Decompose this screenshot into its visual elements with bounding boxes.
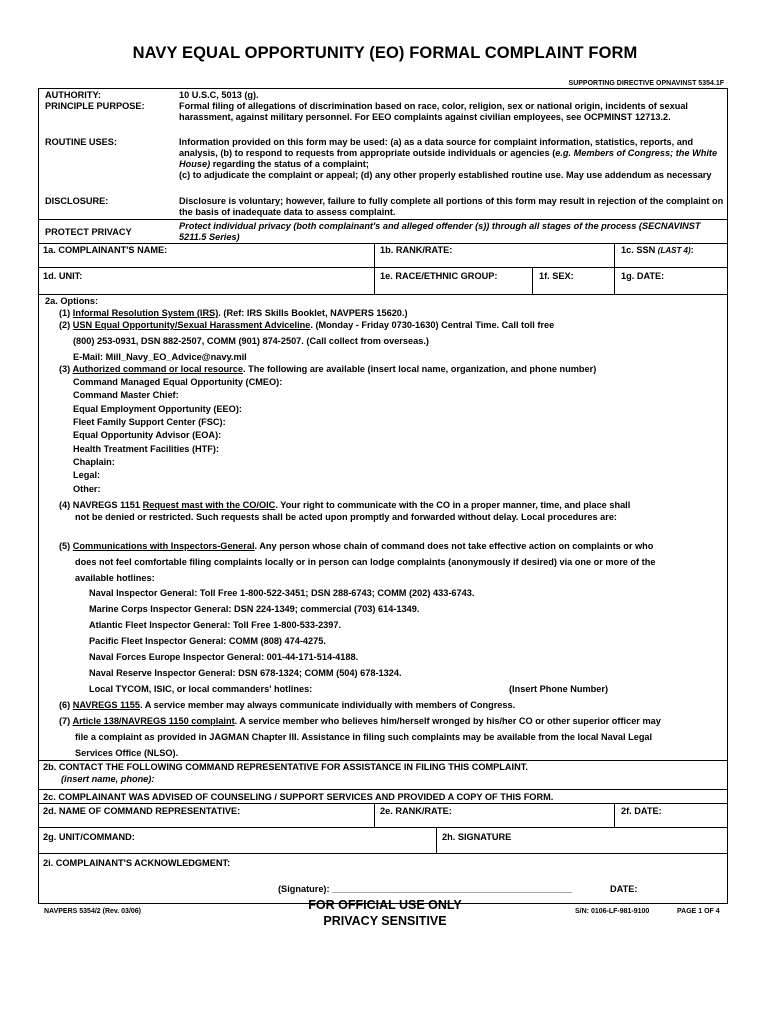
- hotline-item: Naval Forces Europe Inspector General: 001-44-171-514-4188.: [89, 652, 359, 662]
- form-number: NAVPERS 5354/2 (Rev. 03/06): [44, 908, 142, 915]
- rank-rate-field[interactable]: 1b. RANK/RATE:: [380, 245, 453, 255]
- option-3-item: Legal:: [73, 470, 101, 480]
- insert-phone-number: (Insert Phone Number): [509, 684, 609, 694]
- option-3: (3) Authorized command or local resource. The following are available (insert local name, organization, and phone number): [59, 364, 597, 374]
- command-rep-name-field[interactable]: 2d. NAME OF COMMAND REPRESENTATIVE:: [43, 806, 241, 816]
- option-2-email[interactable]: E-Mail: Mill_Navy_EO_Advice@navy.mil: [73, 352, 247, 362]
- option-3-item: Equal Employment Opportunity (EEO):: [73, 404, 242, 414]
- option-3-item: Command Master Chief:: [73, 390, 179, 400]
- option-4-detail: not be denied or restricted. Such requests shall be acted upon promptly and forwarded without delay. Local procedures are:: [75, 512, 617, 522]
- local-hotline: Local TYCOM, ISIC, or local commanders' hotlines:: [89, 684, 313, 694]
- option-3-item: Other:: [73, 484, 101, 494]
- option-1: (1) Informal Resolution System (IRS). (Ref: IRS Skills Booklet, NAVPERS 15620.): [59, 308, 408, 318]
- rep-rank-rate-field[interactable]: 2e. RANK/RATE:: [380, 806, 452, 816]
- page-number: PAGE 1 OF 4: [677, 908, 720, 915]
- option-4: (4) NAVREGS 1151 Request mast with the CO/OIC. Your right to communicate with the CO in a proper manner, time, and place shall: [59, 500, 631, 510]
- date-field[interactable]: 1g. DATE:: [621, 271, 665, 281]
- unit-command-field[interactable]: 2g. UNIT/COMMAND:: [43, 832, 135, 842]
- privacy-label: PROTECT PRIVACY: [45, 227, 132, 237]
- option-3-item: Fleet Family Support Center (FSC):: [73, 417, 226, 427]
- acknowledgment-date[interactable]: DATE:: [610, 884, 638, 894]
- disclosure-text: Disclosure is voluntary; however, failure to fully complete all portions of this form may result in rejection of the complaint on the basis of inadequate data to assess complaint.: [179, 196, 724, 217]
- privacy-sensitive-marking: PRIVACY SENSITIVE: [323, 914, 447, 928]
- purpose-text: Formal filing of allegations of discrimination based on race, color, religion, sex or national origin, incidents of sexual harassment, against military personnel. For EEO complaints against civilian employees, see OCPMINST 12713.2.: [179, 101, 688, 122]
- disclosure-label: DISCLOSURE:: [45, 196, 109, 206]
- authority-text: 10 U.S.C, 5013 (g).: [179, 90, 259, 100]
- authority-label: AUTHORITY:: [45, 90, 101, 100]
- hotline-item: Naval Reserve Inspector General: DSN 678-1324; COMM (504) 678-1324.: [89, 668, 402, 678]
- option-2: (2) USN Equal Opportunity/Sexual Harassment Adviceline. (Monday - Friday 0730-1630) Central Time. Call toll free: [59, 320, 555, 330]
- signature-line[interactable]: (Signature): _______________________________________________: [278, 884, 573, 894]
- option-2-phone: (800) 253-0931, DSN 882-2507, COMM (901) 874-2507. (Call collect from overseas.): [73, 336, 429, 346]
- option-5-detail: does not feel comfortable filing complaints locally or in person can lodge complaints (anonymously if desired) via one or more of the: [75, 557, 656, 567]
- privacy-text: Protect individual privacy (both complainant's and alleged offender (s)) through all stages of the process (SECNAVINST 5211.5 Series): [179, 221, 701, 242]
- stock-number: S/N: 0106-LF-981-9100: [575, 908, 650, 915]
- option-3-item: Health Treatment Facilities (HTF):: [73, 444, 220, 454]
- option-5: (5) Communications with Inspectors-General. Any person whose chain of command does not take effective action on complaints or who: [59, 541, 654, 551]
- purpose-label: PRINCIPLE PURPOSE:: [45, 101, 145, 111]
- option-7-detail: Services Office (NLSO).: [75, 748, 179, 758]
- supporting-directive: SUPPORTING DIRECTIVE OPNAVINST 5354.1F: [568, 80, 724, 87]
- form-title: NAVY EQUAL OPPORTUNITY (EO) FORMAL COMPLAINT FORM: [132, 44, 638, 62]
- fouo-marking: FOR OFFICIAL USE ONLY: [308, 898, 462, 912]
- hotline-item: Naval Inspector General: Toll Free 1-800-522-3451; DSN 288-6743; COMM (202) 433-6743.: [89, 588, 475, 598]
- option-5-detail: available hotlines:: [75, 573, 155, 583]
- option-3-item: Chaplain:: [73, 457, 115, 467]
- advised-statement: 2c. COMPLAINANT WAS ADVISED OF COUNSELING / SUPPORT SERVICES AND PROVIDED A COPY OF THIS FORM.: [43, 792, 554, 802]
- acknowledgment-label: 2i. COMPLAINANT'S ACKNOWLEDGMENT:: [43, 858, 231, 868]
- option-7: (7) Article 138/NAVREGS 1150 complaint. A service member who believes him/herself wronged by his/her CO or other superior officer may: [59, 716, 661, 726]
- option-7-detail: file a complaint as provided in JAGMAN Chapter III. Assistance in filing such complaints may be available from the local Naval Legal: [75, 732, 653, 742]
- routine-uses-label: ROUTINE USES:: [45, 137, 117, 147]
- routine-uses-text: Information provided on this form may be used: (a) as a data source for complaint information, statistics, reports, and analysis, (b) to respond to requests from appropriate outside individuals or agencies (e.g. Members of Congress; the White House) regarding the status of a complaint; (c) to adjudicate the complaint or appeal; (d) any other properly established routine use. May use addendum as necessary: [179, 137, 718, 180]
- option-3-item: Command Managed Equal Opportunity (CMEO):: [73, 377, 283, 387]
- contact-rep-field[interactable]: (insert name, phone):: [61, 774, 155, 784]
- hotline-item: Pacific Fleet Inspector General: COMM (808) 474-4275.: [89, 636, 326, 646]
- race-ethnic-field[interactable]: 1e. RACE/ETHNIC GROUP:: [380, 271, 498, 281]
- option-3-item: Equal Opportunity Advisor (EOA):: [73, 430, 222, 440]
- unit-field[interactable]: 1d. UNIT:: [43, 271, 83, 281]
- hotline-item: Marine Corps Inspector General: DSN 224-1349; commercial (703) 614-1349.: [89, 604, 420, 614]
- rep-signature-field[interactable]: 2h. SIGNATURE: [442, 832, 512, 842]
- contact-rep-label: 2b. CONTACT THE FOLLOWING COMMAND REPRESENTATIVE FOR ASSISTANCE IN FILING THIS COMPLAINT.: [43, 762, 528, 772]
- options-heading: 2a. Options:: [45, 296, 99, 306]
- option-6: (6) NAVREGS 1155. A service member may always communicate individually with members of Congress.: [59, 700, 516, 710]
- complainant-name-field[interactable]: 1a. COMPLAINANT'S NAME:: [43, 245, 168, 255]
- rep-date-field[interactable]: 2f. DATE:: [621, 806, 662, 816]
- hotline-item: Atlantic Fleet Inspector General: Toll Free 1-800-533-2397.: [89, 620, 342, 630]
- ssn-field[interactable]: 1c. SSN (LAST 4):: [621, 245, 694, 255]
- sex-field[interactable]: 1f. SEX:: [539, 271, 574, 281]
